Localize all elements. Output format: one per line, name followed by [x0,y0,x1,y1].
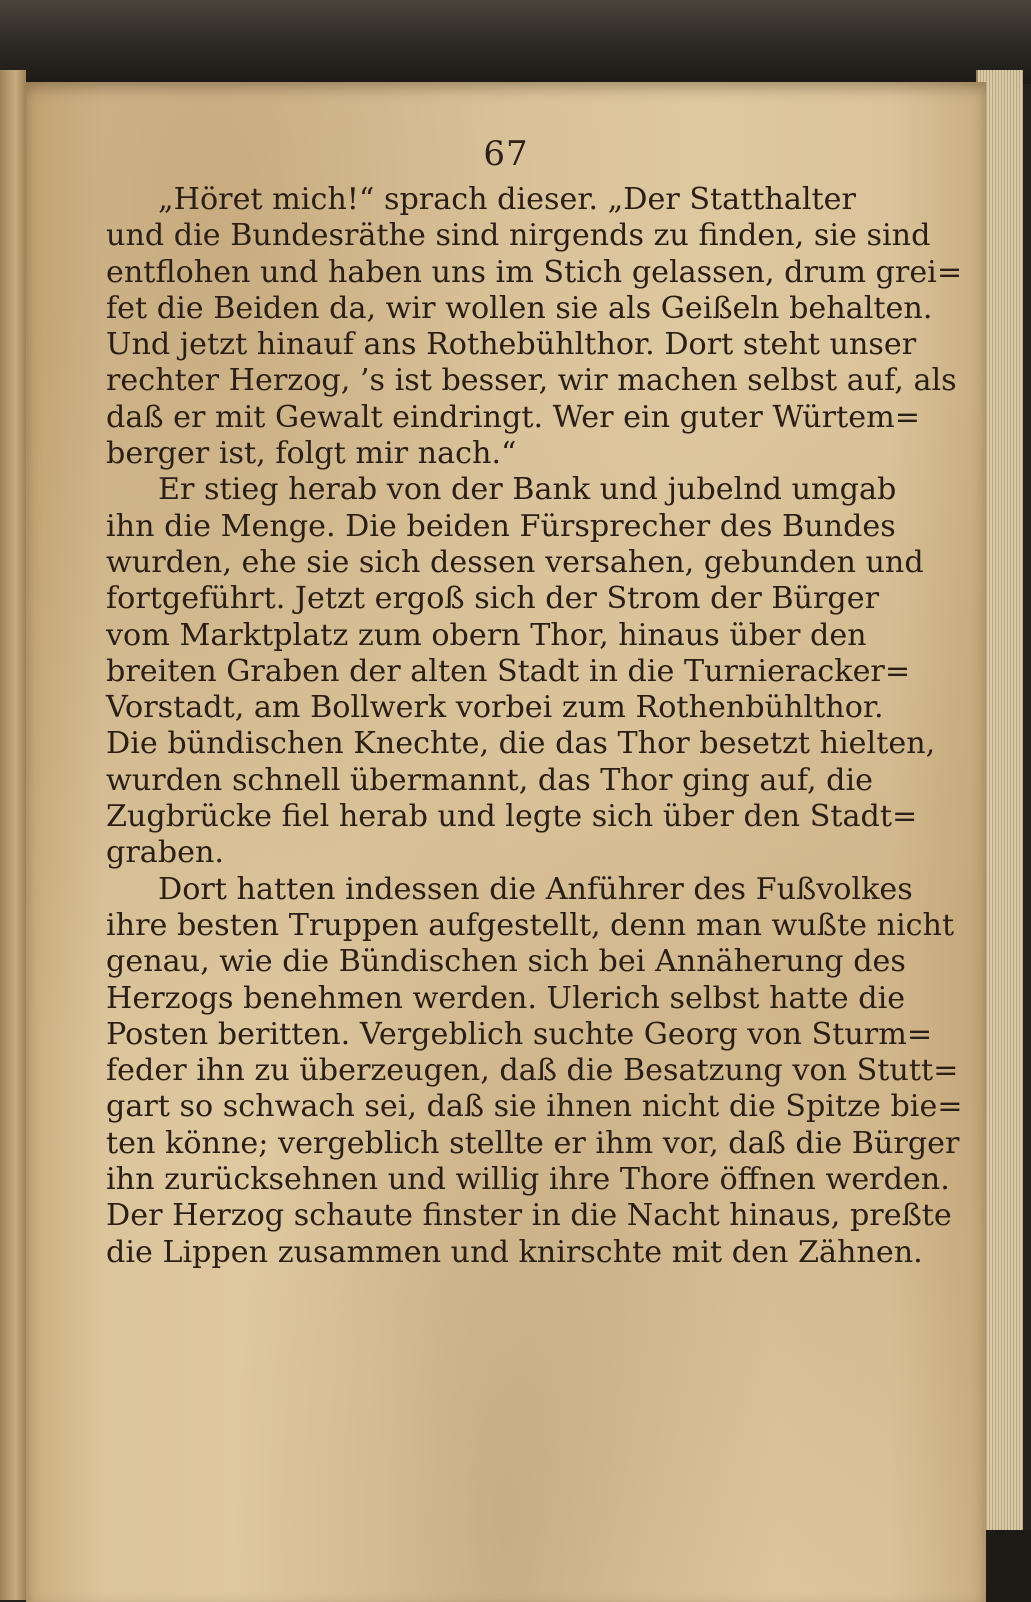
book-page [26,82,986,1602]
text-line: Zugbrücke fiel herab und legte sich über den Stadt= [106,799,918,835]
paragraph [106,472,936,871]
text-line: Posten beritten. Vergeblich suchte Georg von Sturm= [106,1016,933,1052]
text-line: Und jetzt hinauf ans Rothebühlthor. Dort steht unser [106,327,917,363]
text-line: vom Marktplatz zum obern Thor, hinaus über den [106,617,867,653]
text-line: wurden schnell übermannt, das Thor ging auf, die [106,762,873,798]
text-line: wurden, ehe sie sich dessen versahen, gebunden und [106,544,924,580]
book-cover-top-edge [0,0,1031,84]
text-line: Herzogs benehmen werden. Ulerich selbst hatte die [106,980,906,1016]
text-line: Der Herzog schaute finster in die Nacht hinaus, preßte [106,1198,952,1234]
text-line: die Lippen zusammen und knirschte mit den Zähnen. [106,1234,923,1270]
text-line: breiten Graben der alten Stadt in die Turnieracker= [106,653,911,689]
text-line: genau, wie die Bündischen sich bei Annäherung des [106,944,906,980]
text-line: Die bündischen Knechte, die das Thor besetzt hielten, [106,726,936,762]
text-line: Vorstadt, am Bollwerk vorbei zum Rothenbühlthor. [106,690,884,726]
text-line: Er stieg herab von der Bank und jubelnd umgab [158,472,897,508]
text-line: feder ihn zu überzeugen, daß die Besatzung von Stutt= [106,1053,959,1089]
text-line: rechter Herzog, ’s ist besser, wir machen selbst auf, als [106,363,957,399]
text-line: fortgeführt. Jetzt ergoß sich der Strom der Bürger [106,581,880,617]
paragraph [106,871,963,1271]
text-line: graben. [106,835,224,871]
text-line: ihn zurücksehnen und willig ihre Thore öffnen werden. [106,1162,950,1198]
text-line: berger ist, folgt mir nach.“ [106,436,517,472]
text-line: Dort hatten indessen die Anführer des Fußvolkes [158,871,913,907]
text-line: gart so schwach sei, daß sie ihnen nicht die Spitze bie= [106,1089,963,1125]
text-line: ihn die Menge. Die beiden Fürsprecher des Bundes [106,508,896,544]
text-line: und die Bundesräthe sind nirgends zu finden, sie sind [106,218,931,254]
paragraph [106,182,963,472]
text-line: ten könne; vergeblich stellte er ihm vor, daß die Bürger [106,1125,960,1161]
text-line: fet die Beiden da, wir wollen sie als Geißeln behalten. [106,290,933,326]
text-line: „Höret mich!“ sprach dieser. „Der Statthalter [158,182,856,217]
page-number: 67 [483,134,529,174]
text-line: entflohen und haben uns im Stich gelassen, drum grei= [106,254,963,290]
facing-page-edge [0,70,26,1600]
body-text [106,182,963,1271]
text-line: ihre besten Truppen aufgestellt, denn man wußte nicht [106,907,955,943]
text-line: daß er mit Gewalt eindringt. Wer ein guter Würtem= [106,399,921,435]
